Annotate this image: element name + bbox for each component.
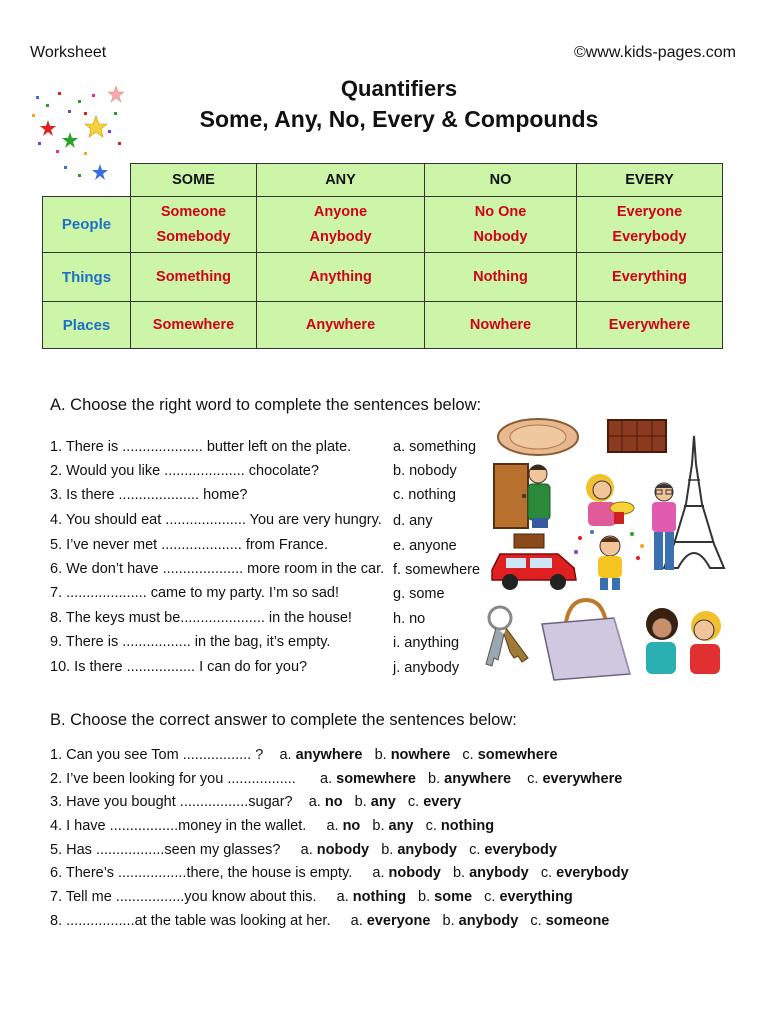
table-cell: Everywhere <box>576 301 723 349</box>
choice-c: somewhere <box>477 747 558 763</box>
worksheet-label: Worksheet <box>30 44 107 61</box>
girl-eating-illustration <box>578 468 640 530</box>
question-row <box>50 747 558 763</box>
cell-word: Anybody <box>309 228 372 245</box>
table-cell <box>130 196 257 253</box>
table-cell: Anything <box>256 252 425 302</box>
choice-prefix: c. <box>425 818 441 834</box>
cell-word: Somebody <box>156 228 231 245</box>
boy-at-door-illustration <box>492 460 562 530</box>
choice-b: some <box>434 889 473 905</box>
choice-c: someone <box>545 913 610 929</box>
choice-a: anywhere <box>295 747 363 763</box>
man-with-glasses-illustration <box>644 480 684 576</box>
sentence-item: 8. The keys must be..................... in the house! <box>50 610 352 626</box>
keys-illustration <box>478 604 538 674</box>
choice-prefix: a. <box>300 842 317 858</box>
word-option: d. any <box>393 513 433 529</box>
row-label-places: Places <box>42 301 131 349</box>
plate-illustration <box>494 416 582 458</box>
sentence-item: 5. I’ve never met .................... from France. <box>50 537 328 553</box>
choice-prefix: b. <box>374 747 391 763</box>
two-girls-talking-illustration <box>640 602 730 678</box>
column-header: ANY <box>256 163 425 197</box>
choice-prefix: a. <box>308 794 325 810</box>
cell-word: Everybody <box>612 228 687 245</box>
choice-prefix: a. <box>326 818 343 834</box>
choice-b: nowhere <box>390 747 451 763</box>
question-text: 1. Can you see Tom ................. ? <box>50 747 264 763</box>
sentence-item: 7. .................... came to my party. I’m so sad! <box>50 585 340 601</box>
choice-b: anybody <box>458 913 519 929</box>
title-line-2: Some, Any, No, Every & Compounds <box>199 106 599 132</box>
choice-prefix: b. <box>442 913 459 929</box>
table-cell <box>256 196 425 253</box>
word-option: a. something <box>393 439 477 455</box>
sentence-item: 1. There is .................... butter left on the plate. <box>50 439 352 455</box>
question-text: 4. I have .................money in the wallet. <box>50 818 307 834</box>
table-cell: Everything <box>576 252 723 302</box>
choice-prefix: c. <box>462 747 478 763</box>
choice-a: everyone <box>366 913 431 929</box>
choice-prefix: c. <box>469 842 485 858</box>
choice-prefix: c. <box>540 865 557 881</box>
choice-prefix: a. <box>350 913 367 929</box>
question-text: 5. Has .................seen my glasses? <box>50 842 281 858</box>
choice-prefix: c. <box>530 913 546 929</box>
choice-a: nobody <box>316 842 370 858</box>
choice-c: every <box>423 794 462 810</box>
chocolate-bar-illustration <box>606 418 668 454</box>
section-a-title: A. Choose the right word to complete the sentences below: <box>50 396 482 414</box>
choice-a: somewhere <box>336 771 416 787</box>
choice-c: everything <box>499 889 573 905</box>
question-text: 3. Have you bought .................sugar? <box>50 794 293 810</box>
title-line-1: Quantifiers <box>340 76 458 101</box>
table-cell: Somewhere <box>130 301 257 349</box>
choice-a: nobody <box>388 865 441 881</box>
choice-c: nothing <box>440 818 495 834</box>
choice-b: any <box>388 818 414 834</box>
row-label-things: Things <box>42 252 131 302</box>
table-cell: Anywhere <box>256 301 425 349</box>
question-row <box>50 889 573 905</box>
question-row <box>50 865 629 881</box>
word-option: h. no <box>393 611 426 627</box>
cell-word: Anyone <box>313 203 368 220</box>
question-row <box>50 913 609 929</box>
choice-prefix: b. <box>428 771 445 787</box>
cell-word: Nobody <box>473 228 528 245</box>
choice-prefix: b. <box>372 818 389 834</box>
choice-b: anywhere <box>444 771 512 787</box>
table-cell <box>576 196 723 253</box>
sentence-item: 2. Would you like .................... chocolate? <box>50 463 319 479</box>
choice-prefix: b. <box>381 842 398 858</box>
choice-prefix: a. <box>336 889 353 905</box>
sentence-item: 9. There is ................. in the bag, it’s empty. <box>50 634 331 650</box>
table-cell: Something <box>130 252 257 302</box>
question-row <box>50 842 557 858</box>
section-b-title: B. Choose the correct answer to complete the sentences below: <box>50 711 517 729</box>
choice-b: anybody <box>469 865 529 881</box>
choice-prefix: a. <box>372 865 389 881</box>
choice-c: everywhere <box>542 771 623 787</box>
choice-b: anybody <box>397 842 457 858</box>
cell-word: Someone <box>160 203 227 220</box>
table-cell <box>424 196 577 253</box>
sentence-item: 3. Is there .................... home? <box>50 487 248 503</box>
choice-prefix: a. <box>320 771 337 787</box>
choice-prefix: a. <box>279 747 296 763</box>
choice-prefix: c. <box>527 771 543 787</box>
site-credit: ©www.kids-pages.com <box>573 44 736 61</box>
choice-c: everybody <box>556 865 629 881</box>
shopping-bag-illustration <box>540 598 634 682</box>
table-cell: Nowhere <box>424 301 577 349</box>
question-text: 6. There’s .................there, the house is empty. <box>50 865 353 881</box>
word-option: i. anything <box>393 635 460 651</box>
question-row <box>50 771 622 787</box>
quantifier-table <box>42 163 723 349</box>
question-text: 2. I’ve been looking for you ................. <box>50 771 296 787</box>
word-option: b. nobody <box>393 463 457 479</box>
sentence-item: 10. Is there ................. I can do for you? <box>50 659 308 675</box>
child-with-confetti-illustration <box>572 528 648 592</box>
choice-c: everybody <box>484 842 557 858</box>
choice-prefix: c. <box>484 889 500 905</box>
choice-prefix: c. <box>407 794 424 810</box>
word-option: c. nothing <box>393 487 456 503</box>
word-option: e. anyone <box>393 538 457 554</box>
word-option: f. somewhere <box>393 562 481 578</box>
choice-a: nothing <box>352 889 406 905</box>
cell-word: No One <box>474 203 527 220</box>
question-text: 8. .................at the table was looking at her. <box>50 913 331 929</box>
sentence-item: 6. We don’t have .................... more room in the car. <box>50 561 385 577</box>
choice-b: any <box>370 794 396 810</box>
sentence-item: 4. You should eat .................... You are very hungry. <box>50 512 382 528</box>
question-row <box>50 818 494 834</box>
question-text: 7. Tell me .................you know about this. <box>50 889 317 905</box>
cell-word: Everyone <box>616 203 683 220</box>
column-header: EVERY <box>576 163 723 197</box>
question-row <box>50 794 461 810</box>
word-option: g. some <box>393 586 445 602</box>
choice-prefix: b. <box>452 865 470 881</box>
column-header: NO <box>424 163 577 197</box>
choice-prefix: b. <box>354 794 371 810</box>
table-cell: Nothing <box>424 252 577 302</box>
choice-a: no <box>342 818 361 834</box>
choice-a: no <box>324 794 343 810</box>
choice-prefix: b. <box>418 889 435 905</box>
car-with-luggage-illustration <box>488 530 580 592</box>
word-option: j. anybody <box>393 660 460 676</box>
column-header: SOME <box>130 163 257 197</box>
row-label-people: People <box>42 196 131 253</box>
